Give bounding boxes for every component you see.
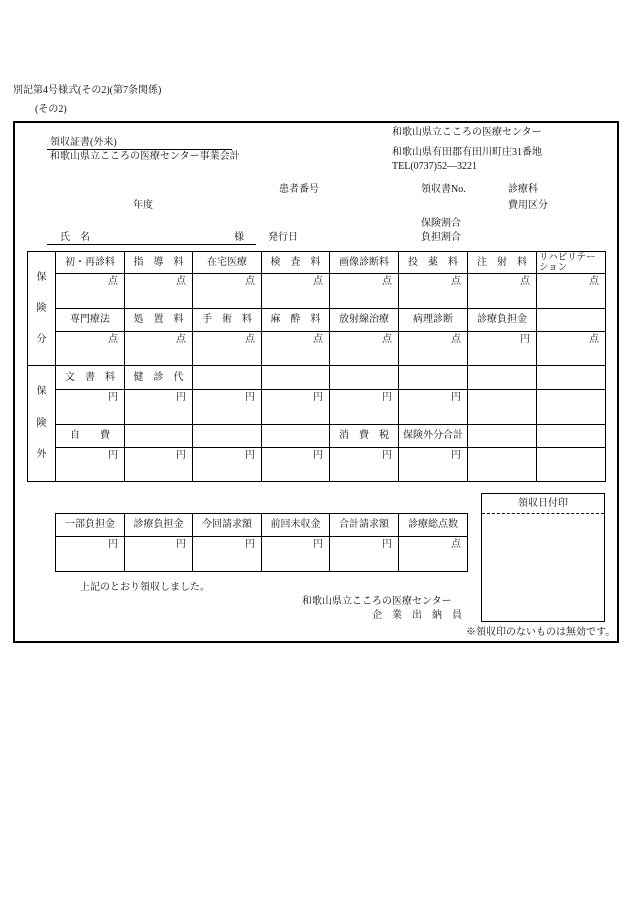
- acknowledgement-text: 上記のとおり領収しました。: [80, 582, 210, 593]
- summary-amount-cell: 円: [330, 537, 399, 572]
- issuer-address: 和歌山県有田郡有田川町庄31番地: [392, 147, 542, 158]
- summary-amount-cell: 円: [56, 537, 125, 572]
- insurance-amount-cell: 点: [399, 332, 468, 366]
- non-insurance-amount-cell: 円: [262, 390, 330, 425]
- non-insurance-label-char: 保: [36, 386, 47, 397]
- summary-row: [56, 537, 468, 572]
- issue-date-label: 発行日: [268, 232, 298, 243]
- insurance-item-label-cell: 病理診断: [399, 309, 468, 332]
- insurance-item-label-cell: 画像診断料: [330, 252, 399, 274]
- non-insurance-item-label-cell: 健 診 代: [125, 366, 193, 390]
- patient-name-label: 氏 名: [60, 232, 90, 243]
- insurance-amount-cell: 点: [56, 274, 125, 309]
- summary-amount-cell: 円: [262, 537, 330, 572]
- non-insurance-item-label-cell: [262, 425, 330, 448]
- issuer-tel: TEL(0737)52―3221: [392, 161, 477, 172]
- insurance-amount-cell: 点: [262, 332, 330, 366]
- insurance-item-label-cell: 放射線治療: [330, 309, 399, 332]
- insurance-item-label-cell: 麻 酔 料: [262, 309, 330, 332]
- non-insurance-amount-cell: 円: [399, 390, 468, 425]
- insurance-amount-cell: 点: [468, 274, 537, 309]
- insurance-amount-cell: 点: [330, 274, 399, 309]
- insurance-section-label: [28, 252, 56, 366]
- patient-name-underline: [47, 244, 256, 245]
- non-insurance-item-label-cell: [125, 425, 193, 448]
- receipt-stamp-divider: [482, 513, 604, 514]
- insurance-label-char: 分: [36, 333, 47, 345]
- summary-amount-cell: 円: [193, 537, 262, 572]
- account-name: 和歌山県立こころの医療センター事業会計: [50, 151, 240, 162]
- insurance-amount-cell: 点: [193, 274, 262, 309]
- validity-note: ※領収印のないものは無効です。: [466, 627, 616, 638]
- non-insurance-amount-cell: 円: [399, 448, 468, 482]
- footer-officer: 企 業 出 納 員: [372, 610, 462, 621]
- insurance-amount-cell: 点: [193, 332, 262, 366]
- non-insurance-item-label-cell: [468, 366, 537, 390]
- insurance-item-label-cell: 指 導 料: [125, 252, 193, 274]
- insurance-item-label-cell: 処 置 料: [125, 309, 193, 332]
- insurance-item-label-cell: 手 術 料: [193, 309, 262, 332]
- insurance-amount-cell: 円: [468, 332, 537, 366]
- insurance-label-stack: [28, 253, 55, 365]
- non-insurance-item-label-cell: 文 書 料: [56, 366, 125, 390]
- insurance-item-label-cell: 注 射 料: [468, 252, 537, 274]
- non-insurance-item-label-cell: 保険外分合計: [399, 425, 468, 448]
- insurance-row: [28, 252, 606, 274]
- receipt-stamp-box: [481, 493, 605, 622]
- non-insurance-amount-cell: 円: [330, 448, 399, 482]
- non-insurance-amount-cell: [468, 390, 537, 425]
- non-insurance-row: [28, 366, 606, 390]
- non-insurance-item-label-cell: [262, 366, 330, 390]
- issuer-name: 和歌山県立こころの医療センター: [392, 127, 542, 138]
- non-insurance-label-char: 険: [36, 417, 47, 429]
- insurance-item-label-cell: 投 薬 料: [399, 252, 468, 274]
- non-insurance-item-label-cell: 消 費 税: [330, 425, 399, 448]
- non-insurance-amount-cell: 円: [193, 448, 262, 482]
- insurance-amount-cell: 点: [537, 274, 606, 309]
- insurance-label-char: 険: [36, 302, 47, 314]
- non-insurance-section-label: [28, 366, 56, 482]
- non-insurance-item-label-cell: [468, 425, 537, 448]
- insurance-amount-cell: 点: [262, 274, 330, 309]
- non-insurance-amount-cell: [537, 390, 606, 425]
- insurance-row: [28, 274, 606, 309]
- summary-header-cell: 今回請求額: [193, 514, 262, 537]
- receipt-title: 領収証書(外来): [50, 137, 117, 148]
- summary-header-cell: 診療総点数: [399, 514, 468, 537]
- non-insurance-amount-cell: [468, 448, 537, 482]
- non-insurance-item-label-cell: 自 費: [56, 425, 125, 448]
- insurance-label-char: 保: [36, 271, 47, 283]
- summary-amount-cell: 点: [399, 537, 468, 572]
- insurance-item-label-cell: 初・再診料: [56, 252, 125, 274]
- fee-table: [27, 251, 606, 482]
- summary-header-cell: 合計請求額: [330, 514, 399, 537]
- non-insurance-item-label-cell: [537, 366, 606, 390]
- cost-category-label: 費用区分: [508, 200, 548, 211]
- non-insurance-label-stack: [28, 367, 55, 481]
- non-insurance-label-char: 外: [36, 449, 47, 460]
- summary-row: [56, 514, 468, 537]
- summary-header-cell: 一部負担金: [56, 514, 125, 537]
- insurance-amount-cell: 点: [125, 274, 193, 309]
- summary-header-cell: 診療負担金: [125, 514, 193, 537]
- non-insurance-amount-cell: 円: [125, 448, 193, 482]
- summary-amount-cell: 円: [125, 537, 193, 572]
- non-insurance-item-label-cell: [537, 425, 606, 448]
- insurance-item-label-cell: 診療負担金: [468, 309, 537, 332]
- non-insurance-item-label-cell: [399, 366, 468, 390]
- insurance-amount-cell: 点: [330, 332, 399, 366]
- insurance-amount-cell: 点: [56, 332, 125, 366]
- department-label: 診療科: [508, 184, 538, 195]
- honorific-label: 様: [234, 232, 244, 243]
- insurance-item-label-cell: [537, 309, 606, 332]
- non-insurance-amount-cell: [537, 448, 606, 482]
- insurance-ratio-label: 保険割合: [421, 218, 461, 229]
- non-insurance-amount-cell: 円: [125, 390, 193, 425]
- non-insurance-amount-cell: 円: [193, 390, 262, 425]
- non-insurance-row: [28, 425, 606, 448]
- non-insurance-item-label-cell: [330, 366, 399, 390]
- non-insurance-amount-cell: 円: [330, 390, 399, 425]
- non-insurance-amount-cell: 円: [262, 448, 330, 482]
- receipt-stamp-title: 領収日付印: [518, 498, 568, 509]
- non-insurance-amount-cell: 円: [56, 390, 125, 425]
- burden-ratio-label: 負担割合: [421, 232, 461, 243]
- non-insurance-item-label-cell: [193, 366, 262, 390]
- receipt-number-label: 領収書No.: [421, 184, 466, 195]
- insurance-item-label-cell: 在宅医療: [193, 252, 262, 274]
- non-insurance-row: [28, 448, 606, 482]
- insurance-row: [28, 332, 606, 366]
- insurance-item-label-cell: 検 査 料: [262, 252, 330, 274]
- form-reference: 別記第4号様式(その2)(第7条関係): [13, 85, 162, 96]
- insurance-item-label-cell: リハビリテーション: [537, 252, 606, 274]
- footer-organization: 和歌山県立こころの医療センター: [302, 596, 452, 607]
- fiscal-year-label: 年度: [133, 200, 153, 211]
- patient-number-label: 患者番号: [279, 184, 319, 195]
- insurance-row: [28, 309, 606, 332]
- insurance-amount-cell: 点: [537, 332, 606, 366]
- form-sub-reference: (その2): [35, 104, 67, 115]
- insurance-amount-cell: 点: [399, 274, 468, 309]
- summary-header-cell: 前回未収金: [262, 514, 330, 537]
- insurance-amount-cell: 点: [125, 332, 193, 366]
- non-insurance-amount-cell: 円: [56, 448, 125, 482]
- insurance-item-label-cell: 専門療法: [56, 309, 125, 332]
- summary-table: [55, 513, 468, 572]
- non-insurance-item-label-cell: [193, 425, 262, 448]
- non-insurance-row: [28, 390, 606, 425]
- receipt-title-underline: [47, 149, 232, 150]
